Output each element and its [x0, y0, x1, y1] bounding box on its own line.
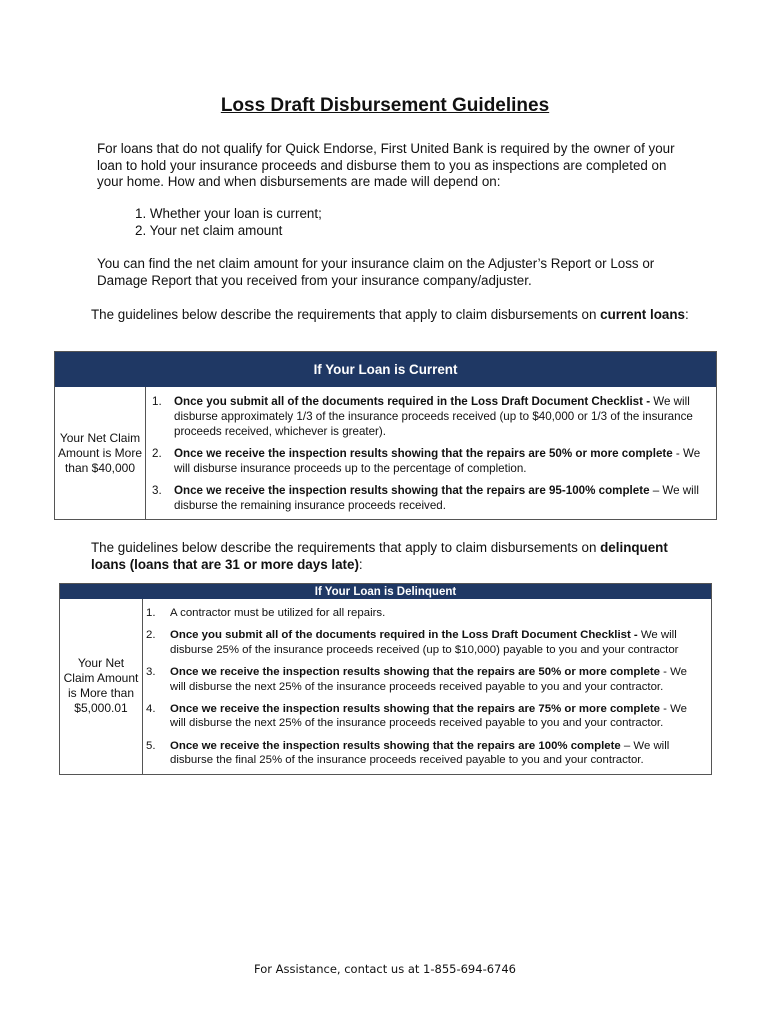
current-intro-bold: current loans	[600, 307, 685, 322]
guideline-item	[143, 628, 711, 657]
delinquent-intro-paragraph	[91, 539, 691, 573]
current-items-cell	[146, 387, 717, 520]
page-title: Loss Draft Disbursement Guidelines	[220, 95, 550, 116]
guideline-text: - We will disburse the next 25% of the insurance proceeds received payable to you and your contractor.	[170, 703, 687, 730]
current-intro-paragraph	[91, 306, 691, 323]
delinquent-intro-suffix: :	[358, 557, 363, 572]
guideline-text: We will disburse approximately 1/3 of the insurance proceeds received (up to $40,000 or 1/3 of the insurance proceeds received, whichever is greater).	[174, 395, 693, 438]
guideline-bold-text: Once we receive the inspection results showing that the repairs are 75% or more complete	[170, 703, 660, 716]
current-intro-text: The guidelines below describe the requirements that apply to claim disbursements on	[91, 307, 601, 322]
assistance-footer: For Assistance, contact us at 1-855-694-6746	[254, 962, 516, 976]
guideline-number: 2.	[146, 629, 156, 642]
guideline-bold-text: Once you submit all of the documents required in the Loss Draft Document Checklist -	[174, 395, 651, 408]
guideline-number: 1.	[152, 395, 162, 408]
claim-note-paragraph: You can find the net claim amount for your insurance claim on the Adjuster’s Report or Loss or Damage Report that you received from your insurance company/adjuster.	[97, 256, 655, 288]
guideline-item	[146, 483, 716, 513]
current-claim-label: Your Net Claim Amount is More than $40,000	[55, 387, 146, 520]
guideline-bold-text: Once we receive the inspection results showing that the repairs are 95-100% complete	[174, 484, 650, 497]
guideline-number: 1.	[146, 607, 156, 619]
guideline-number: 3.	[146, 666, 156, 679]
delinquent-claim-label: Your Net Claim Amount is More than $5,000.01	[60, 599, 143, 774]
guideline-number: 5.	[146, 739, 156, 752]
delinquent-loan-table	[59, 583, 712, 775]
guideline-item	[146, 394, 716, 439]
guideline-number: 2.	[152, 447, 162, 460]
guideline-text: We will disburse 25% of the insurance proceeds received (up to $10,000) payable to you and your contractor	[170, 629, 679, 656]
guideline-number: 4.	[146, 703, 156, 716]
current-loan-table	[54, 351, 717, 520]
current-intro-suffix: :	[684, 307, 689, 322]
guideline-item	[146, 446, 716, 476]
guideline-text: - We will disburse the next 25% of the insurance proceeds received payable to you and your contractor.	[170, 666, 687, 693]
guideline-bold-text: Once we receive the inspection results showing that the repairs are 50% or more complete	[174, 447, 673, 460]
guideline-item	[143, 606, 711, 620]
guideline-item	[143, 739, 711, 768]
guideline-text: - We will disburse insurance proceeds up to the percentage of completion.	[174, 447, 701, 475]
depend-list	[135, 206, 322, 239]
guideline-item	[143, 665, 711, 694]
depend-list-item: 2. Your net claim amount	[135, 222, 283, 238]
guideline-bold-text: Once we receive the inspection results showing that the repairs are 50% or more complete	[170, 666, 660, 679]
depend-list-item: 1. Whether your loan is current;	[135, 206, 322, 221]
delinquent-items-list	[143, 606, 711, 768]
guideline-item	[143, 702, 711, 731]
delinquent-table-header: If Your Loan is Delinquent	[60, 584, 712, 600]
delinquent-intro-bold: delinquent loans (loans that are 31 or more days late)	[91, 540, 668, 572]
guideline-text: – We will disburse the remaining insurance proceeds received.	[174, 484, 699, 512]
current-table-header: If Your Loan is Current	[55, 352, 717, 388]
guideline-text: A contractor must be utilized for all repairs.	[170, 607, 386, 619]
delinquent-intro-text: The guidelines below describe the requirements that apply to claim disbursements on	[91, 540, 601, 555]
guideline-bold-text: Once we receive the inspection results showing that the repairs are 100% complete	[170, 739, 621, 752]
intro-paragraph: For loans that do not qualify for Quick Endorse, First United Bank is required by the owner of your loan to hold your insurance proceeds and disburse them to you as inspections are completed on your home. How and when disbursements are made will depend on:	[97, 141, 675, 189]
current-items-list	[146, 394, 716, 513]
guideline-text: – We will disburse the final 25% of the insurance proceeds received payable to you and your contractor.	[170, 739, 670, 767]
guideline-number: 3.	[152, 484, 162, 497]
guideline-bold-text: Once you submit all of the documents required in the Loss Draft Document Checklist -	[170, 629, 638, 642]
delinquent-items-cell	[143, 599, 712, 774]
